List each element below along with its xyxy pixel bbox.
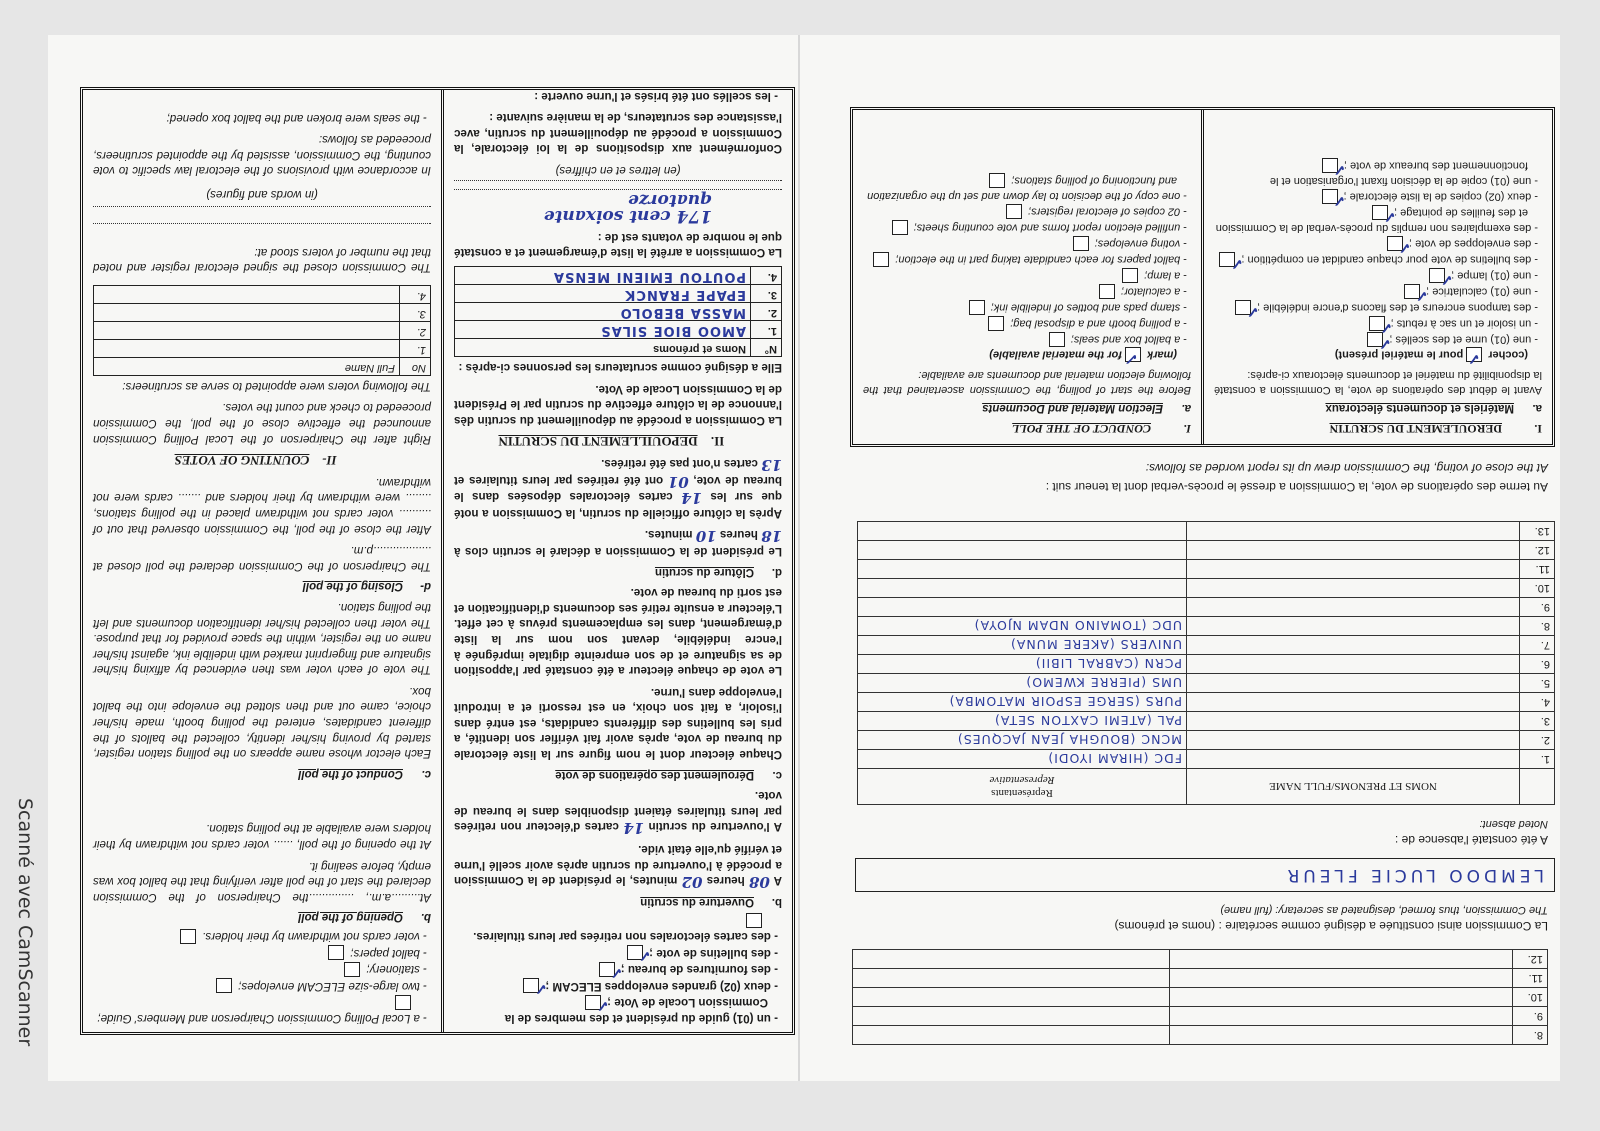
materials-intro: Before the start of polling, the Commission ascertained that the following election material and documents are available: — [863, 369, 1191, 396]
checklist-item — [93, 995, 431, 1026]
counting-title: DEPOUILLEMENT DU SCRUTIN — [498, 434, 698, 450]
count-procedure-paragraph: Conformément aux dispositions de la loi électorale, la Commission a procédé au dépouillement du scrutin, avec l'assistance des scrutateurs, de la manière suivante : — [454, 111, 782, 156]
item-label: - ballot papers for each candidate taking part in the election; — [895, 253, 1187, 266]
item-label: - des exemplaires non remplis du procès-verbal de la Commission et des feuilles de pointage ; — [1215, 206, 1538, 234]
closing-hours: 18 — [761, 527, 782, 546]
subsection-number: c. — [772, 768, 782, 781]
voters-paragraph: The Commission closed the signed electoral register and noted that the number of voters stood at: — [93, 245, 431, 275]
voters-count-field[interactable] — [93, 223, 431, 238]
mark-hint-b: pour le matériel présent) — [1334, 348, 1464, 361]
table-row — [455, 321, 782, 339]
item-checkbox[interactable] — [216, 978, 232, 993]
item-label: - deux (02) copies de la liste électorale ; — [1343, 190, 1538, 203]
table-row — [455, 285, 782, 303]
voters-hint: (en lettres et en chiffres) — [555, 164, 681, 178]
item-label: - a calculator; — [1120, 285, 1187, 298]
col-no: No — [400, 358, 431, 376]
item-label: - une (01) urne et des scellés ; — [1389, 333, 1538, 346]
scrutineers-intro: Elle a désigné comme scrutateurs les personnes ci-après : — [458, 361, 782, 375]
col-name: Noms et prénoms — [455, 339, 751, 357]
absent-representative: UMS (PIERRE KWEMO) — [858, 674, 1187, 693]
cards-withdrawn: 01 — [667, 472, 689, 491]
table-row — [858, 598, 1555, 617]
table-row — [94, 286, 431, 304]
section-number: II. — [710, 434, 725, 450]
member-role-cell — [853, 1026, 1170, 1045]
item-checkbox[interactable] — [1369, 316, 1385, 331]
count-procedure-paragraph: In accordance with provisions of the electoral law specific to vote counting, the Commission, assisted by the appointed scrutineers, proceeded as follows: — [93, 133, 431, 178]
item-label: - des fournitures de bureau ; — [620, 963, 778, 977]
row-number: 9. — [1520, 598, 1555, 617]
text: Le président de la Commission a déclaré le scrutin clos à — [454, 544, 782, 558]
absent-name — [1187, 541, 1520, 560]
text: minutes. — [644, 528, 696, 542]
absent-name — [1187, 674, 1520, 693]
section-title: DEROULEMENT DU SCRUTIN — [1329, 422, 1502, 436]
absent-representative — [858, 541, 1187, 560]
item-label: - a polling booth and a disposal bag; — [1010, 317, 1187, 330]
subsection-title: Election Material and Documents — [982, 402, 1163, 415]
table-row — [858, 522, 1555, 541]
item-checkbox[interactable] — [1322, 158, 1338, 173]
opening-time-paragraph — [453, 841, 782, 892]
checklist-item — [93, 928, 431, 944]
table-row — [858, 655, 1555, 674]
row-number: 11. — [1513, 969, 1548, 988]
absent-name-header: NOMS ET PRENOMS/FULL NAME — [1187, 769, 1520, 805]
row-number: 2. — [751, 303, 782, 321]
section-number: I. — [1534, 422, 1542, 436]
absent-representative: FDC (HIRAM IYODI) — [858, 750, 1187, 769]
table-row — [858, 560, 1555, 579]
item-checkbox[interactable] — [892, 220, 908, 235]
checklist-item — [1214, 158, 1542, 188]
item-label: - a ballot box and seals; — [1070, 333, 1187, 346]
item-checkbox[interactable] — [1006, 204, 1022, 219]
item-checkbox[interactable] — [1429, 268, 1445, 283]
closing-time-paragraph — [454, 527, 782, 559]
item-label: - une (01) calculatrice ; — [1426, 285, 1538, 298]
table-row — [858, 674, 1555, 693]
table-row — [94, 322, 431, 340]
subsection-number: d. — [771, 565, 782, 578]
scrutineers-table-en — [93, 285, 431, 376]
opening-title: Ouverture du scrutin — [640, 895, 754, 908]
voters-count: 174 cent soixante quatorze — [543, 189, 712, 227]
table-row — [94, 340, 431, 358]
item-label: - a lamp; — [1144, 269, 1187, 282]
conduct-en-column — [853, 110, 1204, 444]
item-label: - des tampons encreurs et des flacons d'encre indélébile ; — [1257, 301, 1538, 314]
camscanner-watermark: Scanné avec CamScanner — [14, 798, 36, 1047]
item-checkbox[interactable] — [989, 173, 1005, 188]
row-number: 4. — [751, 267, 782, 285]
table-row — [455, 303, 782, 321]
absent-representative: PAL (ATEMI CAXTON SETA) — [858, 712, 1187, 731]
checklist-item — [863, 220, 1191, 235]
subsection-number: a. — [1181, 402, 1191, 415]
table-row — [853, 988, 1548, 1007]
checklist-item — [454, 913, 782, 944]
row-number: 2. — [400, 322, 431, 340]
checklist-item — [863, 284, 1191, 299]
checklist-item — [863, 332, 1191, 347]
scrutineers-table-fr — [454, 266, 782, 357]
voters-count-field[interactable] — [454, 189, 782, 227]
member-role-cell — [853, 988, 1170, 1007]
closing-title: Clôture du scrutin — [654, 565, 754, 578]
absent-representative: PURS (SERGE ESPOIR MATOMBA) — [858, 693, 1187, 712]
table-row — [858, 750, 1555, 769]
table-row — [853, 969, 1548, 988]
table-row — [858, 636, 1555, 655]
absent-name — [1187, 522, 1520, 541]
scrutineer-name: EPAPE FRANCK — [455, 285, 751, 303]
text: heures — [716, 528, 762, 542]
member-role-cell — [853, 1007, 1170, 1026]
secretary-name-field[interactable] — [855, 858, 1555, 892]
item-label: - un isoloir et un sac à rebuts ; — [1390, 317, 1538, 330]
table-row — [858, 693, 1555, 712]
opening-time-paragraph: At.........a.m., ..............the Chairperson of the Commission declared the start of the poll after verifying that the ballot box was empty, before sealing it. — [93, 859, 431, 904]
absent-representative — [858, 522, 1187, 541]
absent-representative — [858, 560, 1187, 579]
item-label: - 02 copies of electoral registers; — [1028, 205, 1187, 218]
table-row — [455, 267, 782, 285]
item-label: - des bulletins de vote ; — [649, 946, 778, 960]
row-number: 3. — [1520, 712, 1555, 731]
checklist-item — [1214, 252, 1542, 267]
absent-representative: PCRN (CABRAL LIBII) — [858, 655, 1187, 674]
conduct-paragraph-1: Each elector whose name appears on the polling station register, started by proving his/her identity, collected the ballots of the different candidates, entered the polling booth, made his/her choice, came out and then slotted the envelope into the ballot box. — [93, 684, 431, 761]
text: minutes, le président de la Commission a procédé à l'ouverture du scrutin après avoir scellé l'urne et vérifié qu'elle était vide. — [453, 843, 782, 888]
item-checkbox[interactable] — [1387, 236, 1403, 251]
cards-available: 14 — [623, 819, 645, 838]
voters-paragraph: La Commission a arrêté la liste d'émargement et a constaté que le nombre de votants est de : — [454, 230, 782, 260]
item-label: - one copy of the decision to lay down and set up the organization and functioning of polling stations; — [867, 174, 1187, 202]
item-label: - ballot papers; — [350, 946, 427, 960]
item-label: - unfilled election report forms and vote counting sheets; — [913, 221, 1187, 234]
closing-cards-paragraph: After the close of the poll, the Commission observed that out of .......... voter cards not withdrawn placed in the polling stations, ........ were withdrawn by their holders and ....... cards were not withdrawn. — [93, 475, 431, 536]
checklist-item — [1214, 236, 1542, 251]
item-checkbox[interactable] — [599, 962, 615, 977]
item-checkbox[interactable] — [523, 978, 539, 993]
subsection-number: c. — [421, 767, 431, 780]
member-name-cell — [1170, 1007, 1513, 1026]
absent-representative — [858, 598, 1187, 617]
item-checkbox[interactable] — [328, 945, 344, 960]
dotted-line — [93, 206, 431, 221]
item-label: - stationery; — [366, 963, 427, 977]
item-checkbox[interactable] — [1073, 236, 1089, 251]
opening-minutes: 02 — [681, 873, 703, 892]
subsection-number: b. — [420, 911, 431, 924]
absent-label-fr: A été constaté l'absence de : — [1394, 833, 1548, 847]
item-label: - des bulletins de vote pour chaque candidat en compétition ; — [1241, 253, 1538, 266]
subsection-title: Matériels et documents électoraux — [1325, 402, 1514, 415]
section-number: I. — [1183, 422, 1191, 436]
table-row — [858, 617, 1555, 636]
item-checkbox[interactable] — [969, 300, 985, 315]
item-checkbox[interactable] — [746, 913, 762, 928]
col-no: N° — [751, 339, 782, 357]
scrutineers-intro: The following voters were appointed to serve as scrutineers: — [122, 379, 431, 393]
item-checkbox[interactable] — [627, 945, 643, 960]
item-label: - deux (02) grandes enveloppes ELECAM ; — [545, 979, 778, 993]
item-label: - une (01) lampe ; — [1451, 269, 1538, 282]
secretary-label-fr: La Commission ainsi constituée a désigné comme secrétaire : (noms et prénoms) — [1114, 919, 1548, 933]
absent-name — [1187, 731, 1520, 750]
item-checkbox[interactable] — [1404, 284, 1420, 299]
checklist-item — [1214, 316, 1542, 331]
closing-cards-paragraph — [454, 455, 782, 520]
table-row — [858, 712, 1555, 731]
report-intro-fr: Au terme des opérations de vote, la Commission a dressé le procès-verbal dont la teneur suit : — [1045, 480, 1548, 494]
scrutineer-name: AMOO BIOE SILAS — [455, 321, 751, 339]
item-checkbox[interactable] — [873, 252, 889, 267]
procedure-en-column — [83, 90, 444, 1032]
mark-hint-a: (mark — [1147, 348, 1177, 361]
item-checkbox[interactable] — [344, 962, 360, 977]
item-checkbox[interactable] — [1322, 189, 1338, 204]
sample-checkbox — [1125, 347, 1141, 362]
checklist-item — [863, 236, 1191, 251]
absent-name — [1187, 750, 1520, 769]
absent-name — [1187, 617, 1520, 636]
procedure-fr-column — [444, 90, 792, 1032]
opening-cards-paragraph — [454, 788, 782, 836]
checklist-item — [93, 962, 431, 978]
members-table-continued — [852, 949, 1548, 1045]
row-number: 12. — [1520, 541, 1555, 560]
item-checkbox[interactable] — [1372, 205, 1388, 220]
subsection-number: b. — [771, 895, 782, 908]
item-checkbox[interactable] — [395, 995, 411, 1010]
text: cartes n'ont pas été retirées. — [601, 457, 762, 470]
scrutineer-name — [94, 304, 400, 322]
member-name-cell — [1170, 1026, 1513, 1045]
checklist-item — [454, 995, 782, 1026]
row-number: 1. — [751, 321, 782, 339]
row-number: 3. — [751, 285, 782, 303]
count-step: - les scellés ont été brisés et l'urne ouverte : — [534, 89, 778, 103]
checklist-item — [1214, 332, 1542, 347]
checklist-item — [863, 300, 1191, 315]
absent-name — [1187, 560, 1520, 579]
materials-list-en — [863, 173, 1191, 347]
row-number: 8. — [1520, 617, 1555, 636]
row-number: 6. — [1520, 655, 1555, 674]
text: Après la clôture officielle du scrutin, la Commission a noté que sur les — [454, 490, 782, 520]
row-number: 11. — [1520, 560, 1555, 579]
item-label: - des cartes électorales non retirées par leurs titulaires. — [473, 930, 778, 944]
row-number: 4. — [400, 286, 431, 304]
text: heures — [702, 874, 749, 888]
row-number: 5. — [1520, 674, 1555, 693]
subsection-number: d- — [420, 580, 431, 593]
rep-header-en: Representative — [989, 774, 1055, 787]
absent-representative: UDC (TOMAINO NDAM NJOYA) — [858, 617, 1187, 636]
counting-paragraph: La Commission a procédé au dépouillement du scrutin dès l'annonce de la clôture effective du scrutin par le Président de la Commission Locale de Vote. — [454, 382, 782, 427]
absent-representative: MCNC (BOUGHA JEAN JACQUES) — [858, 731, 1187, 750]
row-number: 3. — [400, 304, 431, 322]
table-row — [858, 579, 1555, 598]
row-number: 13. — [1520, 522, 1555, 541]
mark-hint — [863, 347, 1191, 362]
row-number: 10. — [1520, 579, 1555, 598]
materials-intro: Avant le début des opérations de vote, la Commission a constaté la disponibilité du matériel et documents électoraux ci-après: — [1214, 369, 1542, 396]
page-fold — [798, 35, 800, 1081]
poll-procedure-box — [80, 87, 795, 1035]
item-checkbox[interactable] — [1235, 300, 1251, 315]
conduct-fr-column — [1204, 110, 1552, 444]
table-row — [853, 1026, 1548, 1045]
col-name: Full Name — [94, 358, 400, 376]
conduct-title: Conduct of the poll — [298, 767, 403, 780]
scrutineer-name — [94, 322, 400, 340]
secretary-name: LEMDOO LUCIE FLEUR — [1283, 865, 1544, 885]
materials-list-fr — [1214, 158, 1542, 346]
absent-rep-header — [858, 769, 1187, 805]
item-checkbox[interactable] — [585, 995, 601, 1010]
row-number: 1. — [1520, 750, 1555, 769]
absent-no-header — [1520, 769, 1555, 805]
report-intro-en: At the close of voting, the Commission drew up its report worded as follows: — [1145, 461, 1548, 475]
mark-hint-b: for the material available) — [989, 348, 1122, 361]
row-number: 1. — [400, 340, 431, 358]
conduct-paragraph-1: Chaque électeur dont le nom figure sur la liste électorale du bureau de vote, après avoir fait vérifier son identité, a pris les bulletins des différents candidats, est entré dans l'isoloir, a fait son choix, en est ressorti et a introduit l'enveloppe dans l'urne. — [454, 685, 782, 762]
item-label: - voting envelopes; — [1094, 237, 1187, 250]
row-number: 9. — [1513, 1007, 1548, 1026]
member-name-cell — [1170, 988, 1513, 1007]
section-title: CONDUCT OF THE POLL — [1012, 422, 1151, 436]
item-checkbox[interactable] — [1219, 252, 1235, 267]
table-row — [858, 731, 1555, 750]
item-checkbox[interactable] — [1049, 332, 1065, 347]
absent-representative — [858, 579, 1187, 598]
checklist-item — [1214, 268, 1542, 283]
item-label: - voter cards not withdrawn by their holders. — [202, 930, 427, 944]
item-label: - une (01) copie de la décision fixant l'organisation et le fonctionnement des bureaux de vote ; — [1269, 160, 1538, 188]
table-row — [853, 950, 1548, 969]
table-row — [853, 1007, 1548, 1026]
counting-title: COUNTING OF VOTES — [174, 453, 310, 469]
absent-representative: UNIVERS (AKERE MUNA) — [858, 636, 1187, 655]
section-number: II- — [322, 453, 337, 469]
scrutineer-name — [94, 340, 400, 358]
mark-hint-a: (cocher — [1488, 348, 1528, 361]
checklist-item — [1214, 189, 1542, 204]
absent-name — [1187, 579, 1520, 598]
cards-not-withdrawn: 13 — [761, 456, 782, 474]
row-number: 4. — [1520, 693, 1555, 712]
row-number: 12. — [1513, 950, 1548, 969]
item-checkbox[interactable] — [180, 929, 196, 944]
item-label: - stamp pads and bottles of indelible ink; — [990, 301, 1187, 314]
opening-title: Opening of the poll — [298, 911, 403, 924]
conduct-paragraph-2: The vote of each voter was then evidenced by affixing his/her signature and fingerprint marked with indelible ink, against his/her name on the register, within the space provided for that purpose. The voter then collected his/her identification documents and left the polling station. — [93, 600, 431, 677]
text: cartes d'électeur non retirées par leurs titulaires étaient disponibles dans le bureau de vote. — [454, 789, 782, 834]
checklist-item — [1214, 205, 1542, 235]
scrutineer-name — [94, 286, 400, 304]
row-number: 10. — [1513, 988, 1548, 1007]
text: cartes électorales déposées dans le bureau de vote, — [454, 473, 782, 504]
text: ont été retirées par leurs titulaires et — [454, 473, 668, 487]
checklist-item — [454, 945, 782, 961]
text: A l'ouverture du scrutin — [644, 820, 782, 834]
subsection-number: a. — [1532, 402, 1542, 415]
table-row — [858, 541, 1555, 560]
table-row — [94, 304, 431, 322]
absent-name — [1187, 712, 1520, 731]
item-label: - des enveloppes de vote ; — [1408, 237, 1538, 250]
checklist-item — [863, 204, 1191, 219]
absent-name — [1187, 636, 1520, 655]
conduct-paragraph-2: Le vote de chaque électeur a été constaté par l'apposition de sa signature et de son empreinte digitale imprégnée à l'encre indélébile, devant son nom sur la liste d'émargement, dans les emplacements prévus à cet effet. L'électeur a ensuite retiré ses documents d'identification et est sorti du bureau de vote. — [454, 586, 782, 678]
count-step: - the seals were broken and the ballot box opened; — [166, 111, 427, 125]
checklist-item — [863, 268, 1191, 283]
item-checkbox[interactable] — [1099, 284, 1115, 299]
materials-list-en — [93, 928, 431, 1026]
conduct-title: Déroulement des opérations de vote — [555, 768, 754, 781]
cards-deposited: 14 — [681, 489, 702, 508]
voters-hint: (in words and figures) — [206, 188, 318, 202]
sample-checkbox — [1466, 347, 1482, 362]
scrutineer-name: POUTOU EMIENI MENSA — [455, 267, 751, 285]
member-role-cell — [853, 969, 1170, 988]
item-label: - un (01) guide du président et des membres de la Commission Locale de Vote ; — [504, 996, 778, 1025]
absent-label-en: Noted absent: — [1479, 818, 1548, 830]
checklist-item — [93, 945, 431, 961]
rep-header-fr: Représentants — [991, 787, 1053, 800]
item-label: - two large-size ELECAM envelopes; — [238, 979, 427, 993]
absent-name — [1187, 598, 1520, 617]
counting-paragraph: Right after the Chairperson of the Local Polling Commission announced the effective close of the poll, the Commission proceeded to check and count the votes. — [93, 401, 431, 446]
row-number: 7. — [1520, 636, 1555, 655]
item-checkbox[interactable] — [1122, 268, 1138, 283]
closing-time-paragraph: The Chairperson of the Commission declared the poll closed at ..................p.m. — [93, 544, 431, 573]
checklist-item — [863, 316, 1191, 331]
absent-name — [1187, 693, 1520, 712]
item-checkbox[interactable] — [988, 316, 1004, 331]
closing-minutes: 10 — [695, 527, 717, 546]
absent-name — [1187, 655, 1520, 674]
member-name-cell — [1170, 969, 1513, 988]
checklist-item — [93, 978, 431, 994]
opening-cards-paragraph: At the opening of the poll, ...... voter cards not withdrawn by their holders were available at the polling station. — [93, 822, 431, 852]
checklist-item — [863, 252, 1191, 267]
row-number: 8. — [1513, 1026, 1548, 1045]
secretary-label-en: The Commission, thus formed, designated as secretary: (full name) — [1220, 904, 1548, 916]
closing-title: Closing of the poll — [302, 580, 403, 593]
checklist-item — [863, 173, 1191, 203]
member-name-cell — [1170, 950, 1513, 969]
scrutineer-name: MASSA BEBOLO — [455, 303, 751, 321]
conduct-of-poll-box — [850, 107, 1555, 447]
member-role-cell — [853, 950, 1170, 969]
text: A — [769, 874, 782, 888]
absent-table — [857, 521, 1555, 805]
checklist-item — [1214, 300, 1542, 315]
checklist-item — [454, 962, 782, 978]
item-label: - a Local Polling Commission Chairperson and Members' Guide; — [97, 1012, 427, 1025]
dotted-line — [454, 180, 782, 187]
materials-list-fr — [454, 913, 782, 1026]
row-number: 2. — [1520, 731, 1555, 750]
opening-hours: 08 — [748, 873, 770, 892]
checklist-item — [1214, 284, 1542, 299]
